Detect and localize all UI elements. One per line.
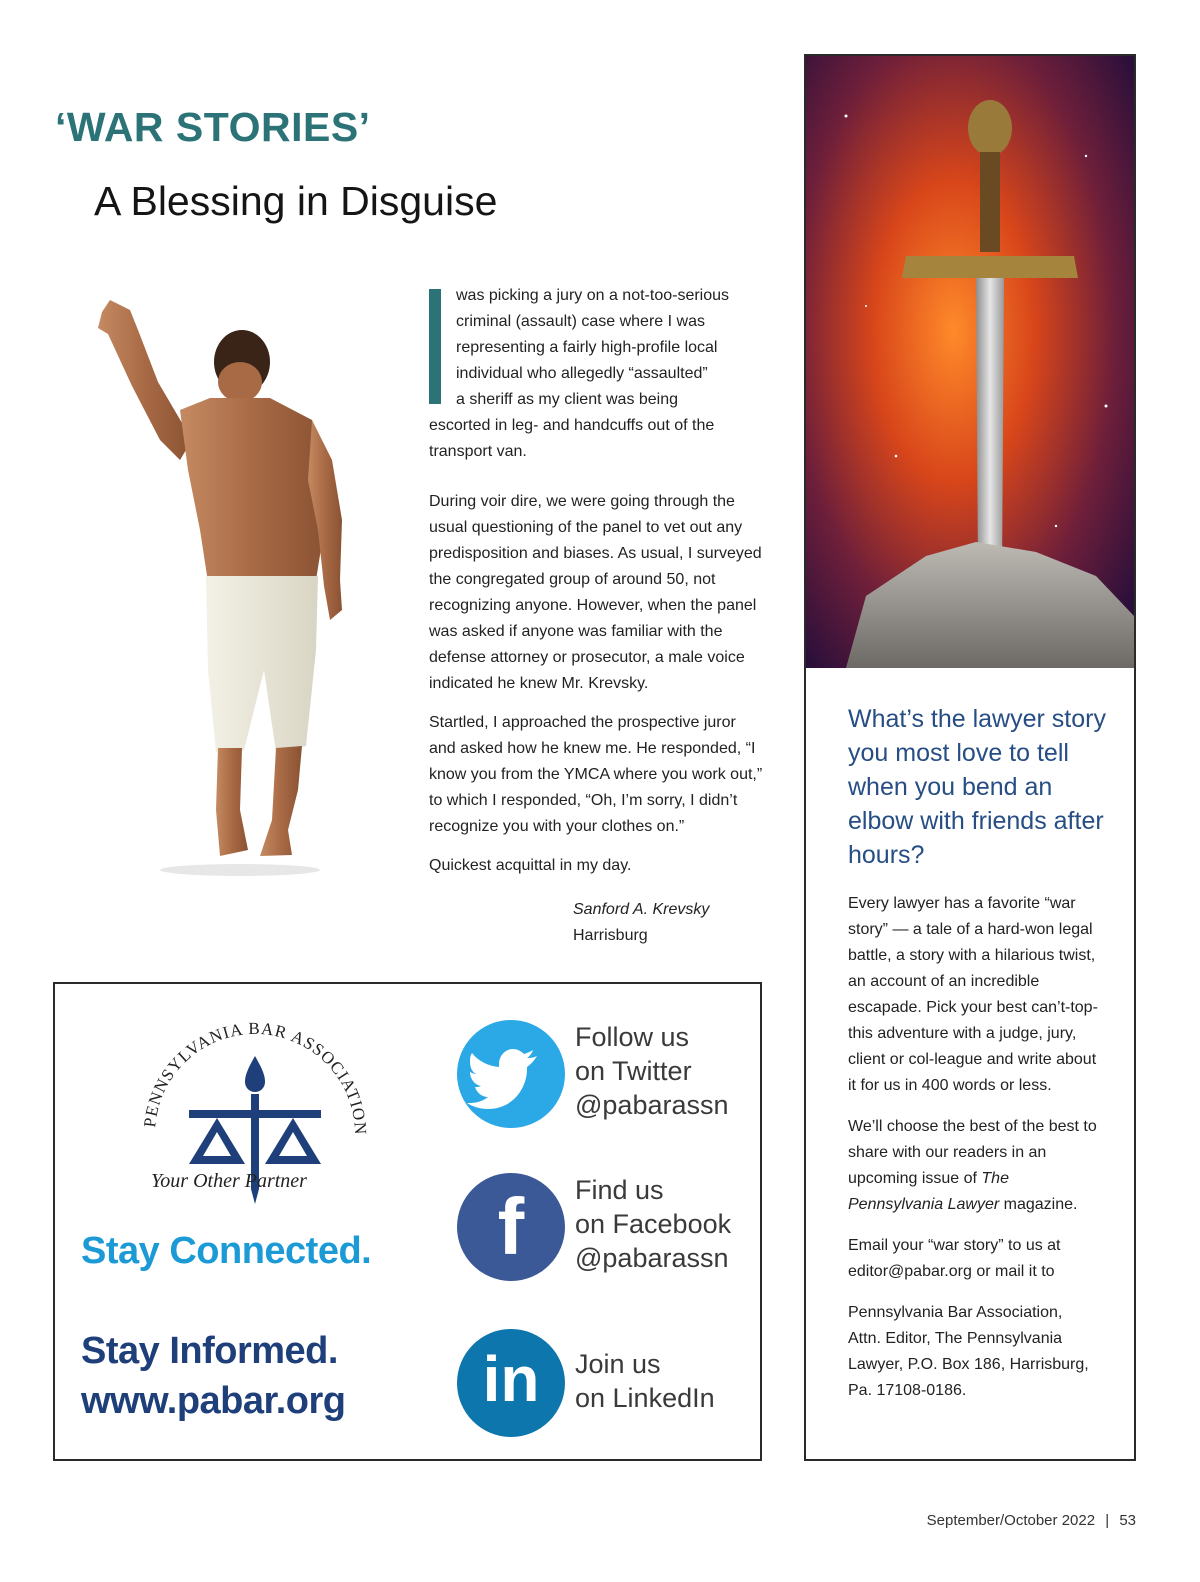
- twitter-label: [575, 1020, 729, 1122]
- linkedin-icon[interactable]: [457, 1329, 565, 1437]
- pba-logo: [125, 1014, 385, 1234]
- stay-connected: Stay Connected.: [81, 1230, 372, 1272]
- magazine-title: The Pennsylvania Lawyer: [848, 1170, 1009, 1213]
- linkedin-block[interactable]: [457, 1329, 757, 1439]
- sidebar-paragraph-4: Pennsylvania Bar Association, Attn. Editor, The Pennsylvania Lawyer, P.O. Box 186, Harrisburg, Pa. 17108-0186.: [848, 1304, 1089, 1399]
- sword-in-stone-illustration: [806, 56, 1134, 668]
- article-line: criminal (assault) case where I was: [456, 313, 705, 330]
- byline-name: Sanford A. Krevsky: [573, 901, 710, 918]
- headline: A Blessing in Disguise: [94, 178, 498, 224]
- linkedin-glyph: in: [482, 1343, 540, 1415]
- stay-informed: [81, 1326, 345, 1426]
- sidebar-paragraph-3: Email your “war story” to us at editor@pabar.org or mail it to: [848, 1237, 1061, 1280]
- facebook-label: [575, 1173, 731, 1275]
- sidebar-text: We’ll choose the best of the best to share with our readers in an upcoming issue of: [848, 1118, 1097, 1187]
- page-footer: [927, 1512, 1136, 1529]
- facebook-handle[interactable]: @pabarassn: [575, 1243, 729, 1273]
- article-line: a sheriff as my client was being: [456, 391, 679, 408]
- sidebar-box: [804, 54, 1136, 1461]
- article-line: individual who allegedly “assaulted”: [456, 365, 708, 382]
- sidebar-body: [848, 891, 1098, 1419]
- logo-arc-text: PENNSYLVANIA BAR ASSOCIATION: [140, 1018, 371, 1136]
- byline-city: Harrisburg: [573, 927, 648, 944]
- facebook-line-2: on Facebook: [575, 1209, 732, 1239]
- page-number: 53: [1119, 1512, 1136, 1529]
- stay-informed-text: Stay Informed.: [81, 1330, 338, 1372]
- article-paragraph-2: During voir dire, we were going through the usual questioning of the panel to vet out any predisposition and biases. As usual, I surveyed the congregated group of around 50, not recognizing anyone. However, when the panel was asked if anyone was familiar with the defense attorney or prosecutor, a male voice indicated he knew Mr. Krevsky.: [429, 493, 762, 692]
- byline: [573, 897, 709, 949]
- sidebar-paragraph-2: [848, 1114, 1098, 1218]
- twitter-line-1: Follow us: [575, 1022, 690, 1052]
- article-paragraph-3: Startled, I approached the prospective juror and asked how he knew me. He responded, “I know you from the YMCA where you work out,” to which I responded, “Oh, I’m sorry, I didn’t recognize you with your clothes on.”: [429, 714, 763, 835]
- facebook-icon[interactable]: [457, 1173, 565, 1281]
- twitter-icon[interactable]: [457, 1020, 565, 1128]
- twitter-block[interactable]: [457, 1020, 757, 1130]
- linkedin-label: [575, 1347, 715, 1415]
- article-line: representing a fairly high-profile local: [456, 339, 718, 356]
- sidebar-question: What’s the lawyer story you most love to tell when you bend an elbow with friends after hours?: [848, 705, 1106, 869]
- facebook-glyph: f: [497, 1182, 525, 1271]
- website-link[interactable]: www.pabar.org: [81, 1380, 346, 1422]
- man-in-towel-illustration: [80, 290, 380, 890]
- article-body: [429, 283, 764, 892]
- linkedin-line-1: Join us: [575, 1349, 661, 1379]
- article-paragraph-4: Quickest acquittal in my day.: [429, 857, 632, 874]
- twitter-line-2: on Twitter: [575, 1056, 692, 1086]
- kicker: ‘WAR STORIES’: [55, 104, 371, 150]
- sidebar-text: magazine.: [999, 1196, 1078, 1213]
- article-line: was picking a jury on a not-too-serious: [456, 287, 730, 304]
- twitter-handle[interactable]: @pabarassn: [575, 1090, 729, 1120]
- footer-separator: |: [1105, 1512, 1110, 1529]
- facebook-line-1: Find us: [575, 1175, 664, 1205]
- article-line: escorted in leg- and handcuffs out of the transport van.: [429, 417, 715, 460]
- article-paragraph-1: [429, 283, 764, 465]
- sidebar-paragraph-1: Every lawyer has a favorite “war story” — a tale of a hard-won legal battle, a story with a hilarious twist, an account of an incredible escapade. Pick your best can’t-top-this adventure with a judge, jury, client or col-league and write about it for us in 400 words or less.: [848, 895, 1098, 1094]
- facebook-block[interactable]: [457, 1173, 757, 1283]
- linkedin-line-2[interactable]: on LinkedIn: [575, 1383, 715, 1413]
- drop-cap-bar: [429, 289, 441, 404]
- pba-ad-box: [53, 982, 762, 1461]
- issue-date: September/October 2022: [926, 1512, 1096, 1529]
- pba-tagline: Your Other Partner: [151, 1170, 307, 1192]
